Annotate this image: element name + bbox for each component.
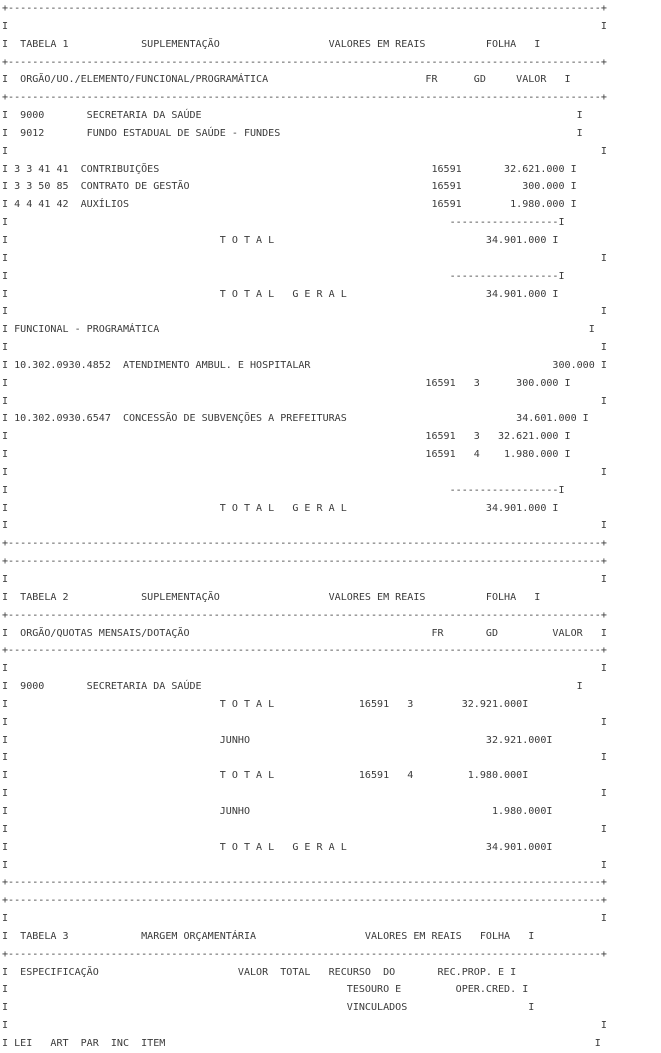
table-3-legal-header: I LEI ART PAR INC ITEM I bbox=[2, 1037, 601, 1049]
report-line: I I bbox=[2, 716, 607, 728]
report-line: I I bbox=[2, 342, 607, 354]
report-line: I I bbox=[2, 20, 607, 32]
report-line: I I bbox=[2, 823, 607, 835]
report-line: I I bbox=[2, 145, 607, 157]
total-row: I T O T A L 16591 3 32.921.000I bbox=[2, 698, 529, 710]
report-line: I I bbox=[2, 1020, 607, 1032]
report-line: I I bbox=[2, 466, 607, 478]
total-row: I T O T A L 16591 4 1.980.000I bbox=[2, 770, 529, 782]
report-line: +--------------------------------------------------------------------------------------------------+ bbox=[2, 877, 607, 889]
grand-total-row: I T O T A L G E R A L 34.901.000 I bbox=[2, 288, 559, 300]
functional-heading: I FUNCIONAL - PROGRAMÁTICA I bbox=[2, 324, 595, 336]
report-line: +--------------------------------------------------------------------------------------------------+ bbox=[2, 609, 607, 621]
report-line: I I bbox=[2, 788, 607, 800]
program-row: I 10.302.0930.4852 ATENDIMENTO AMBUL. E HOSPITALAR 300.000 I bbox=[2, 359, 607, 371]
table-3-column-header: I TESOURO E OPER.CRED. I bbox=[2, 984, 529, 996]
report-line: I I bbox=[2, 306, 607, 318]
report-line: +--------------------------------------------------------------------------------------------------+ bbox=[2, 3, 607, 14]
report-line: I I bbox=[2, 252, 607, 264]
table-1-title-row: I TABELA 1 SUPLEMENTAÇÃO VALORES EM REAIS FOLHA I bbox=[2, 38, 541, 50]
uo-row: I 9012 FUNDO ESTADUAL DE SAÚDE - FUNDES I bbox=[2, 127, 583, 139]
report-line: +--------------------------------------------------------------------------------------------------+ bbox=[2, 645, 607, 657]
report-line: +--------------------------------------------------------------------------------------------------+ bbox=[2, 538, 607, 550]
table-3-column-header: I ESPECIFICAÇÃO VALOR TOTAL RECURSO DO REC.PROP. E I bbox=[2, 966, 517, 978]
separator-row: I ------------------I bbox=[2, 484, 565, 496]
table-3-column-header: I VINCULADOS I bbox=[2, 1002, 535, 1014]
table-2-column-header: I ORGÃO/QUOTAS MENSAIS/DOTAÇÃO FR GD VALOR I bbox=[2, 627, 607, 639]
report-line: I I bbox=[2, 395, 607, 407]
grand-total-row: I T O T A L G E R A L 34.901.000 I bbox=[2, 502, 559, 514]
report-line: +--------------------------------------------------------------------------------------------------+ bbox=[2, 92, 607, 104]
report-line: +--------------------------------------------------------------------------------------------------+ bbox=[2, 556, 607, 568]
element-row: I 4 4 41 42 AUXÍLIOS 16591 1.980.000 I bbox=[2, 199, 577, 211]
report-line: I I bbox=[2, 913, 607, 925]
report-line: +--------------------------------------------------------------------------------------------------+ bbox=[2, 56, 607, 68]
table-3-title-row: I TABELA 3 MARGEM ORÇAMENTÁRIA VALORES EM REAIS FOLHA I bbox=[2, 930, 535, 942]
total-row: I T O T A L 34.901.000 I bbox=[2, 234, 559, 246]
report-line: +--------------------------------------------------------------------------------------------------+ bbox=[2, 948, 607, 960]
separator-row: I ------------------I bbox=[2, 217, 565, 229]
report-line: I I bbox=[2, 574, 607, 585]
program-detail-row: I 16591 3 300.000 I bbox=[2, 377, 571, 389]
separator-row: I ------------------I bbox=[2, 270, 565, 282]
report-line: I I bbox=[2, 663, 607, 675]
org-row: I 9000 SECRETARIA DA SAÚDE I bbox=[2, 681, 583, 693]
table-2-title-row: I TABELA 2 SUPLEMENTAÇÃO VALORES EM REAIS FOLHA I bbox=[2, 591, 541, 603]
report-line: I I bbox=[2, 752, 607, 764]
element-row: I 3 3 50 85 CONTRATO DE GESTÃO 16591 300.000 I bbox=[2, 181, 577, 193]
grand-total-row: I T O T A L G E R A L 34.901.000I bbox=[2, 841, 553, 853]
report-line: +--------------------------------------------------------------------------------------------------+ bbox=[2, 895, 607, 907]
report-line: I I bbox=[2, 859, 607, 871]
element-row: I 3 3 41 41 CONTRIBUIÇÕES 16591 32.621.000 I bbox=[2, 163, 577, 175]
month-row: I JUNHO 32.921.000I bbox=[2, 734, 553, 746]
month-row: I JUNHO 1.980.000I bbox=[2, 805, 553, 817]
program-detail-row: I 16591 3 32.621.000 I bbox=[2, 431, 571, 443]
program-detail-row: I 16591 4 1.980.000 I bbox=[2, 449, 571, 461]
report-line: I I bbox=[2, 520, 607, 532]
org-row: I 9000 SECRETARIA DA SAÚDE I bbox=[2, 110, 583, 122]
program-row: I 10.302.0930.6547 CONCESSÃO DE SUBVENÇÕES A PREFEITURAS 34.601.000 I bbox=[2, 413, 589, 425]
table-1-column-header: I ORGÃO/UO./ELEMENTO/FUNCIONAL/PROGRAMÁTICA FR GD VALOR I bbox=[2, 74, 571, 86]
